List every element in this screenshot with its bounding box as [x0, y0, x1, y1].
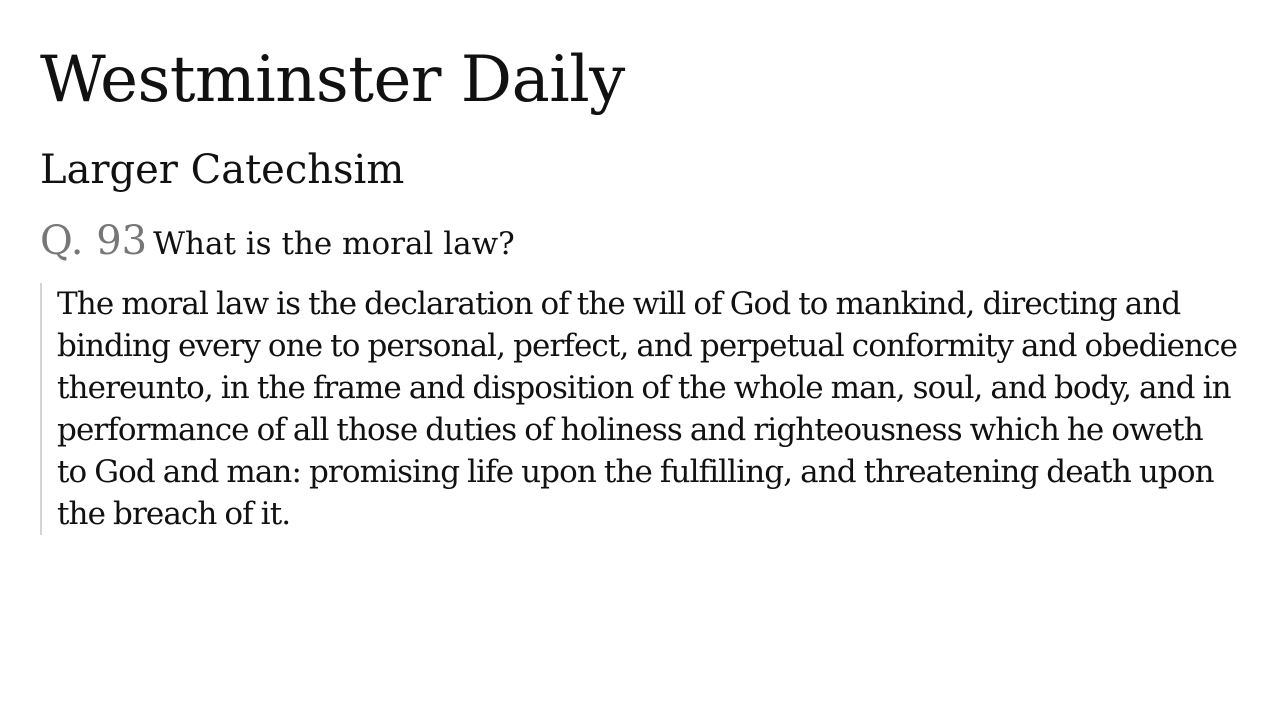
site-title: Westminster Daily — [40, 43, 625, 117]
answer-blockquote: The moral law is the declaration of the will of God to mankind, directing and binding every one to personal, perfect, and perpetual conformity and obedience thereunto, in the frame and disposition of the whole man, soul, and body, and in performance of all those duties of holiness and righteousness which he oweth to God and man: promising life upon the fulfilling, and threatening death upon the breach of it. — [40, 283, 1240, 535]
section-title: Larger Catechsim — [40, 147, 405, 193]
question-number: Q. 93 — [40, 218, 148, 264]
question — [40, 214, 515, 276]
question-text: What is the moral law? — [153, 226, 515, 262]
